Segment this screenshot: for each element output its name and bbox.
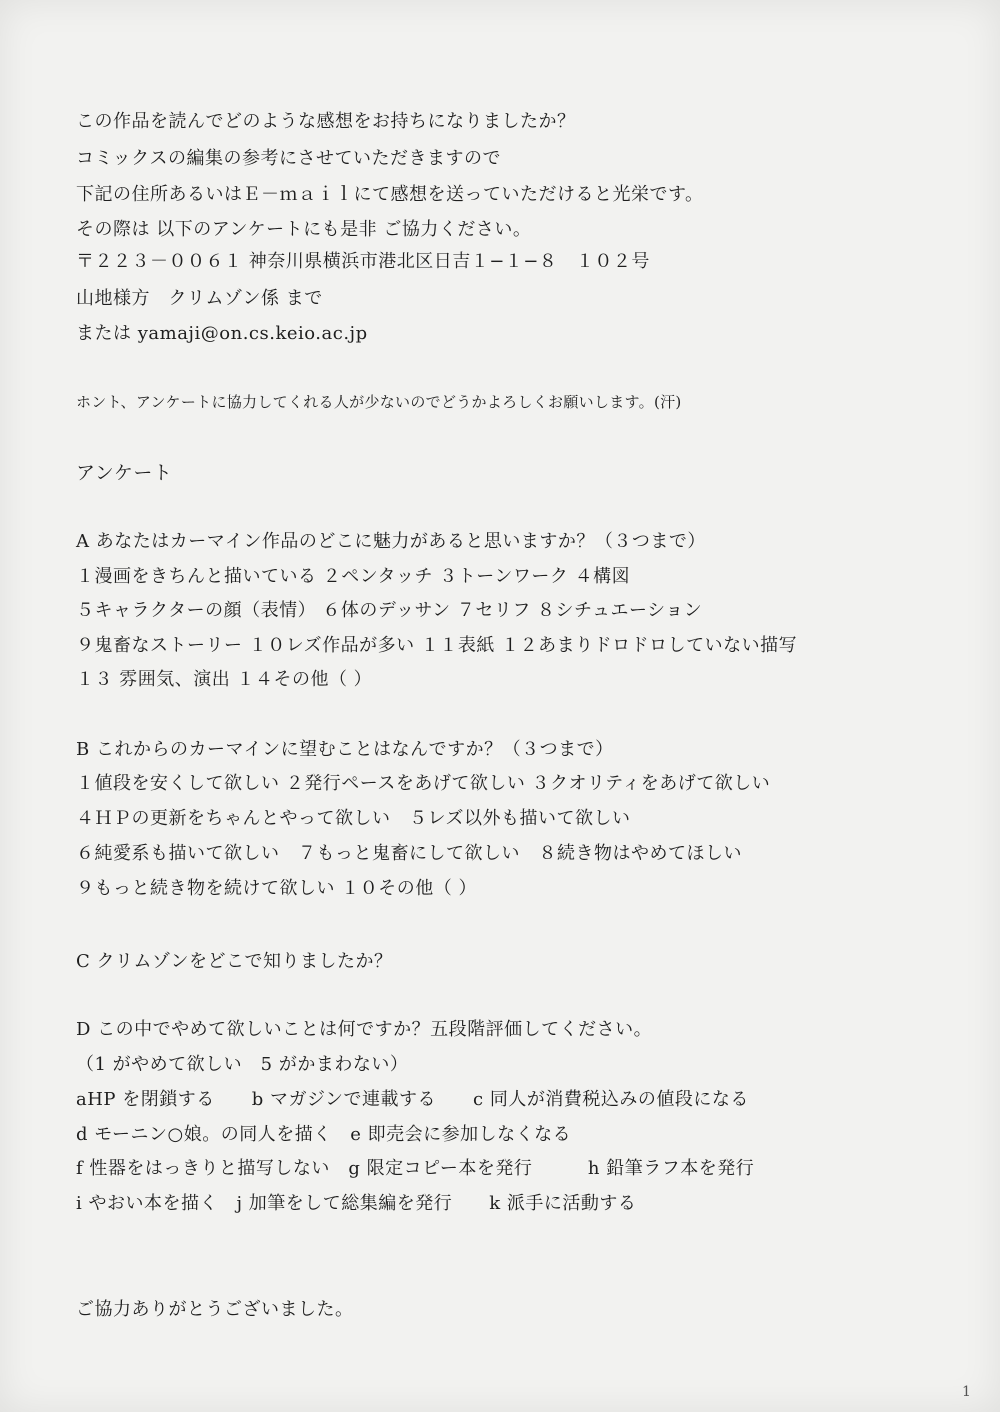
question-a: A あなたはカーマイン作品のどこに魅力があると思いますか？（３つまで） — [76, 531, 706, 552]
question-d: D この中でやめて欲しいことは何ですか？五段階評価してください。 — [76, 1019, 653, 1040]
question-b-options-3: ６純愛系も描いて欲しい ７もっと鬼畜にして欲しい ８続き物はやめてほしい — [76, 843, 742, 864]
intro-line-3: 下記の住所あるいはＥ－ｍａｉｌにて感想を送っていただけると光栄です。 — [76, 184, 704, 205]
question-d-options-3: f 性器をはっきりと描写しない g 限定コピー本を発行 h 鉛筆ラフ本を発行 — [76, 1158, 755, 1179]
question-d-options-1: aHP を閉鎖する b マガジンで連載する c 同人が消費税込みの値段になる — [76, 1089, 749, 1110]
question-a-options-2: ５キャラクターの顔（表情） ６体のデッサン ７セリフ ８シチュエーション — [76, 600, 703, 621]
question-d-options-2: d モーニン○娘。の同人を描く e 即売会に参加しなくなる — [76, 1124, 572, 1145]
care-of-line: 山地様方 クリムゾン係 まで — [76, 288, 323, 309]
question-a-options-1: １漫画をきちんと描いている ２ペンタッチ ３トーンワーク ４構図 — [76, 566, 631, 587]
intro-line-4: その際は 以下のアンケートにも是非 ご協力ください。 — [76, 219, 532, 240]
question-a-options-4: １３ 雰囲気、演出 １４その他（ ） — [76, 669, 373, 690]
survey-title: アンケート — [76, 462, 173, 484]
closing-thanks: ご協力ありがとうございました。 — [76, 1299, 354, 1320]
question-d-options-4: i やおい本を描く j 加筆をして総集編を発行 k 派手に活動する — [76, 1193, 637, 1214]
postal-address: 〒２２３－００６１ 神奈川県横浜市港北区日吉１−１−８ １０２号 — [76, 251, 650, 272]
question-d-scale: （1 がやめて欲しい 5 がかまわない） — [76, 1054, 409, 1075]
request-note: ホント、アンケートに協力してくれる人が少ないのでどうかよろしくお願いします。(汗) — [76, 393, 682, 411]
email-line: または yamaji@on.cs.keio.ac.jp — [76, 323, 368, 344]
question-c: C クリムゾンをどこで知りましたか？ — [76, 951, 393, 972]
intro-line-2: コミックスの編集の参考にさせていただきますので — [76, 148, 501, 169]
question-b-options-4: ９もっと続き物を続けて欲しい １０その他（ ） — [76, 878, 477, 899]
question-b-options-2: ４ＨＰの更新をちゃんとやって欲しい ５レズ以外も描いて欲しい — [76, 808, 631, 829]
question-b: B これからのカーマインに望むことはなんですか？（３つまで） — [76, 739, 614, 760]
intro-line-1: この作品を読んでどのような感想をお持ちになりましたか？ — [76, 111, 576, 132]
page-number: 1 — [962, 1384, 971, 1400]
question-a-options-3: ９鬼畜なストーリー １０レズ作品が多い １１表紙 １２あまりドロドロしていない描写 — [76, 635, 798, 656]
question-b-options-1: １値段を安くして欲しい ２発行ペースをあげて欲しい ３クオリティをあげて欲しい — [76, 773, 771, 794]
